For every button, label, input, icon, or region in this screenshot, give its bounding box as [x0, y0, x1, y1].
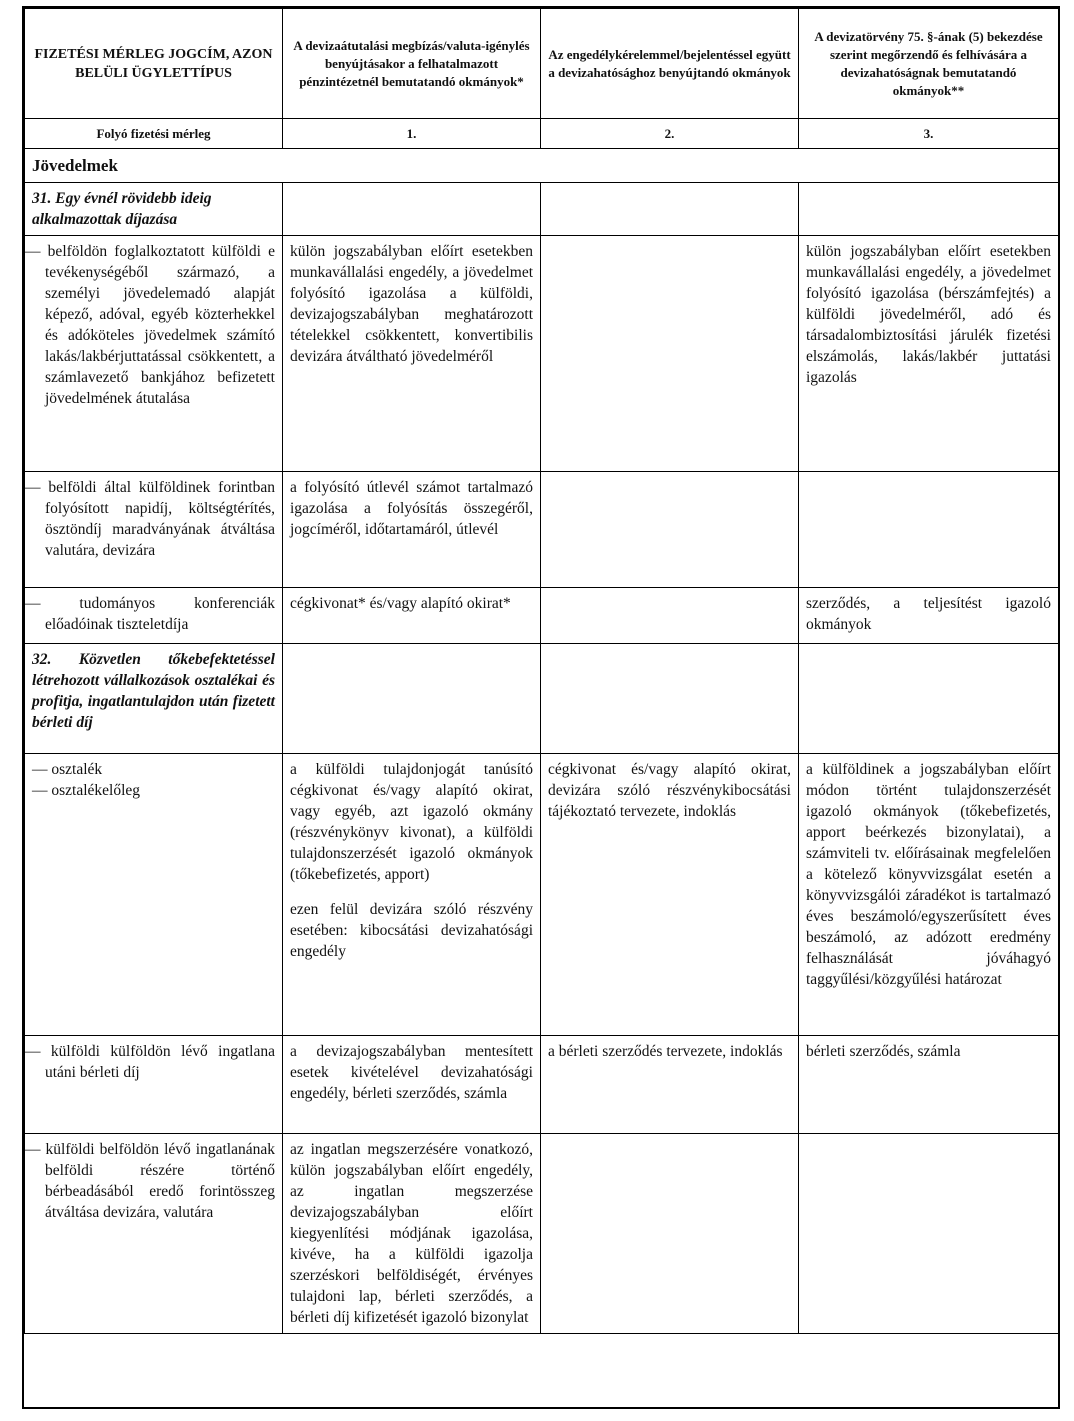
- requirements-table: [24, 8, 1059, 1334]
- row4-col1-para-a: a külföldi tulajdonjogát tanúsító cégkivonat és/vagy alapító okirat, vagy egyéb, azt igazoló okmány (részvénykönyv kivonat), a külföldi tulajdonszerzését igazoló okmányok (tőkebefizetés, apport): [290, 761, 533, 883]
- empty-cell: [283, 183, 541, 236]
- row2-col1: a folyósító útlevél számot tartalmazó igazolása a folyósítás összegéről, jogcíméről, időtartamáról, útlevél: [283, 472, 541, 588]
- row2-item: — belföldi által külföldinek forintban folyósított napidíj, költségtérítés, ösztöndíj maradványának átváltása valutára, devizára: [25, 472, 283, 588]
- table-row: [25, 1036, 1059, 1134]
- header-col3: A devizatörvény 75. §-ának (5) bekezdése szerint megőrzendő és felhívására a devizahatóságnak bemutatandó okmányok**: [799, 9, 1059, 119]
- category-31-row: [25, 183, 1059, 236]
- header-row: [25, 9, 1059, 119]
- header-col2: Az engedélykérelemmel/bejelentéssel együtt a devizahatósághoz benyújtandó okmányok: [541, 9, 799, 119]
- section-title: Jövedelmek: [25, 149, 1059, 183]
- row4-col1-para-b: ezen felül devizára szóló részvény esetében: kibocsátási devizahatósági engedély: [290, 901, 533, 960]
- row1-col3: külön jogszabályban előírt esetekben munkavállalási engedély, a jövedelmet folyósító igazolása (bérszámfejtés) a külföldi jövedelméről, adó és társadalombiztosítási járulék fizetési elszámolás, lakás/lakbér juttatási igazolás: [799, 236, 1059, 472]
- row6-col1: az ingatlan megszerzésére vonatkozó, külön jogszabályban előírt engedély, az ingatlan megszerzése devizajogszabályban előírt kiegyenlítési módjának igazolása, kivéve, ha a külföldi igazolja szerzéskori belföldiségét, érvényes tulajdoni lap, bérleti szerződés, a bérleti díj kifizetését igazoló bizonylat: [283, 1134, 541, 1334]
- row5-item: — külföldi külföldön lévő ingatlana utáni bérleti díj: [25, 1036, 283, 1134]
- table-row: [25, 236, 1059, 472]
- row1-item: — belföldön foglalkoztatott külföldi e tevékenységéből származó, a személyi jövedelemadó alapját képező, adóval, egyéb közterhekkel és adóköteles jövedelmek számító lakás/lakbérjuttatással csökkentett, a számlavezető bankjához befizetett jövedelmének átutalása: [25, 236, 283, 472]
- row4-col1: [283, 754, 541, 1036]
- row4-item-a: — osztalék: [32, 761, 103, 778]
- row3-item: — tudományos konferenciák előadóinak tiszteletdíja: [25, 588, 283, 644]
- header-col0: FIZETÉSI MÉRLEG JOGCÍM, AZON BELÜLI ÜGYLETTÍPUS: [25, 9, 283, 119]
- empty-cell: [799, 183, 1059, 236]
- table-row: [25, 754, 1059, 1036]
- category-32-title: 32. Közvetlen tőkebefektetéssel létrehozott vállalkozások osztalékai és profitja, ingatlantulajdon után fizetett bérleti díj: [25, 644, 283, 754]
- empty-cell: [541, 644, 799, 754]
- spacer: [290, 885, 533, 899]
- row6-item: — külföldi belföldön lévő ingatlanának belföldi részére történő bérbeadásából eredő forintösszeg átváltása devizára, valutára: [25, 1134, 283, 1334]
- row5-col1: a devizajogszabályban mentesített esetek kivételével devizahatósági engedély, bérleti szerződés, számla: [283, 1036, 541, 1134]
- row6-col2: [541, 1134, 799, 1334]
- row3-col3: szerződés, a teljesítést igazoló okmányok: [799, 588, 1059, 644]
- row4-items: [25, 754, 283, 1036]
- empty-cell: [541, 183, 799, 236]
- numbers-col0: Folyó fizetési mérleg: [25, 119, 283, 149]
- numbers-col3: 3.: [799, 119, 1059, 149]
- row1-col2: [541, 236, 799, 472]
- header-col1: A devizaátutalási megbízás/valuta-igénylés benyújtásakor a felhatalmazott pénzintézetnél bemutatandó okmányok*: [283, 9, 541, 119]
- empty-cell: [799, 644, 1059, 754]
- row4-col2: cégkivonat és/vagy alapító okirat, devizára szóló részvénykibocsátási tájékoztató tervezete, indoklás: [541, 754, 799, 1036]
- row5-col2: a bérleti szerződés tervezete, indoklás: [541, 1036, 799, 1134]
- empty-cell: [283, 644, 541, 754]
- row2-col2: [541, 472, 799, 588]
- section-row: [25, 149, 1059, 183]
- table-row: [25, 472, 1059, 588]
- row2-col3: [799, 472, 1059, 588]
- row3-col1: cégkivonat* és/vagy alapító okirat*: [283, 588, 541, 644]
- numbers-row: [25, 119, 1059, 149]
- row6-col3: [799, 1134, 1059, 1334]
- numbers-col1: 1.: [283, 119, 541, 149]
- row1-col1: külön jogszabályban előírt esetekben munkavállalási engedély, a jövedelmet folyósító igazolása a külföldi, devizajogszabályban meghatározott tételekkel csökkentett, konvertibilis devizára átváltható jövedelméről: [283, 236, 541, 472]
- document-page: [22, 6, 1060, 1409]
- table-row: [25, 588, 1059, 644]
- row4-item-b: — osztalékelőleg: [32, 782, 141, 799]
- row4-col3: a külföldinek a jogszabályban előírt módon történt tulajdonszerzését igazoló okmányok (tőkebefizetés, apport beérkezés bizonylatai), a számviteli tv. előírásainak megfelelően a kötelező könyvvizsgálat esetén a könyvvizsgálói záradékot is tartalmazó éves beszámoló/egyszerűsített éves beszámoló, az adózott eredmény felhasználását jóváhagyó taggyűlési/közgyűlési határozat: [799, 754, 1059, 1036]
- category-32-row: [25, 644, 1059, 754]
- row5-col3: bérleti szerződés, számla: [799, 1036, 1059, 1134]
- numbers-col2: 2.: [541, 119, 799, 149]
- row3-col2: [541, 588, 799, 644]
- table-row: [25, 1134, 1059, 1334]
- category-31-title: 31. Egy évnél rövidebb ideig alkalmazottak díjazása: [25, 183, 283, 236]
